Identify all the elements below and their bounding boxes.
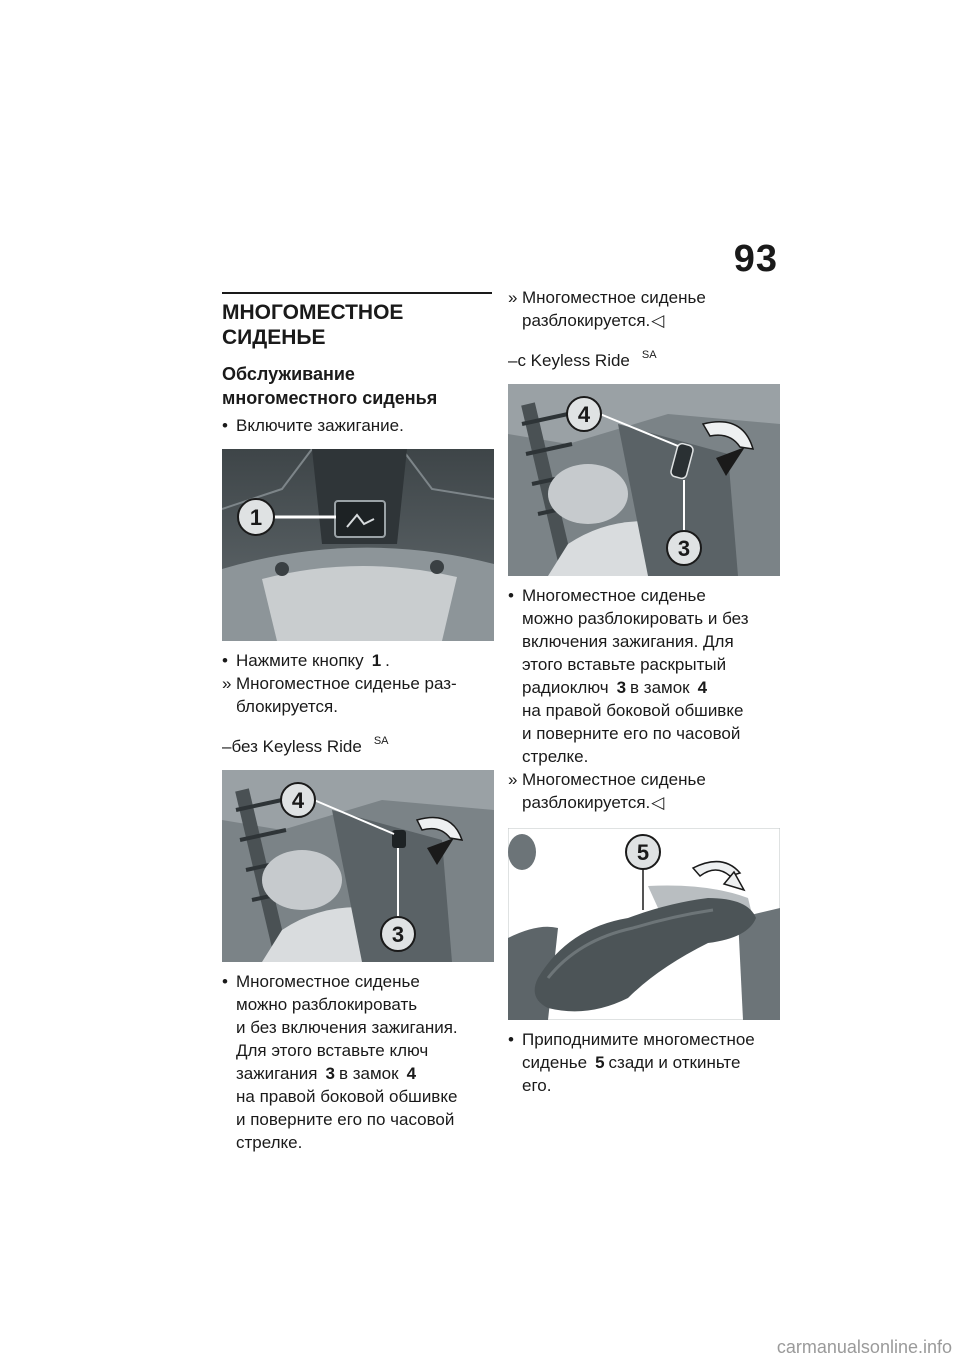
step-press-period: . <box>385 651 390 670</box>
result-2-line-1: Многоместное сиденье <box>522 288 706 307</box>
figure-seat-lock-key <box>222 770 494 962</box>
step-key-line-8: стрелке. <box>236 1133 303 1152</box>
step-ignition-text: Включите зажигание. <box>236 416 404 435</box>
result-2-line-2-text: разблокируется. <box>522 311 651 330</box>
step-key-line-6: на правой боковой обшивке <box>236 1087 458 1106</box>
step-unlock-with-key <box>222 970 494 1154</box>
result-1-line-2: блокируется. <box>236 697 338 716</box>
figure-label-3: 3 <box>677 536 691 561</box>
result-3-line-2 <box>522 791 780 814</box>
figure-seat-button <box>222 449 494 641</box>
step-remote-line-6: на правой боковой обшивке <box>522 701 744 720</box>
watermark: carmanualsonline.info <box>776 1337 952 1357</box>
ref-number-4: 4 <box>406 1064 417 1083</box>
subsection-title <box>222 362 494 410</box>
step-key-line-3: и без включения зажигания. <box>236 1018 458 1037</box>
step-remote-line-5 <box>522 676 780 699</box>
step-key-line-5-lock: в замок <box>338 1064 399 1083</box>
bullet-icon <box>508 584 514 607</box>
figure-label-5: 5 <box>636 840 650 865</box>
bullet-icon <box>222 414 228 437</box>
step-remote-line-7: и поверните его по часовой <box>522 724 741 743</box>
result-2-line-2 <box>522 309 780 332</box>
section-title-line-2: СИДЕНЬЕ <box>222 326 326 349</box>
section-title <box>222 300 494 350</box>
step-press-button <box>222 649 494 672</box>
step-key-line-5 <box>236 1062 494 1085</box>
step-lift-line-2 <box>522 1051 780 1074</box>
result-3-line-2-text: разблокируется. <box>522 793 651 812</box>
end-marker-icon: ◁ <box>651 793 665 812</box>
step-key-line-4: Для этого вставьте ключ <box>236 1041 429 1060</box>
ref-number-4: 4 <box>697 678 708 697</box>
result-icon <box>222 672 231 695</box>
step-remote-line-8: стрелке. <box>522 747 589 766</box>
step-remote-line-1: Многоместное сиденье <box>522 586 706 605</box>
step-key-line-2: можно разблокировать <box>236 995 418 1014</box>
figure-label-4: 4 <box>577 402 591 427</box>
result-unlocked-3 <box>508 768 780 814</box>
step-lift-line-3: его. <box>522 1076 552 1095</box>
step-remote-line-4: этого вставьте раскрытый <box>522 655 727 674</box>
ref-number-5: 5 <box>595 1053 605 1072</box>
page-number: 93 <box>733 238 778 280</box>
step-lift-line-1: Приподнимите многоместное <box>522 1030 755 1049</box>
step-unlock-with-radio-key <box>508 584 780 768</box>
step-remote-line-3: включения зажигания. Для <box>522 632 734 651</box>
step-remote-line-5-text: радиоключ <box>522 678 609 697</box>
end-marker-icon: ◁ <box>651 311 665 330</box>
condition-without-keyless <box>222 730 494 758</box>
figure-label-4: 4 <box>291 788 305 813</box>
result-unlocked-1 <box>222 672 494 718</box>
figure-label-1: 1 <box>249 505 263 530</box>
step-lift-line-2-tail: сзади и откиньте <box>608 1053 741 1072</box>
result-icon <box>508 286 517 309</box>
condition-without-text: –без Keyless Ride <box>222 737 362 756</box>
step-ignition <box>222 414 494 437</box>
bullet-icon <box>222 649 228 672</box>
section-title-line-1: МНОГОМЕСТНОЕ <box>222 301 404 324</box>
subsection-title-line-2: многоместного сиденья <box>222 388 438 408</box>
ref-number-3: 3 <box>616 678 627 697</box>
step-press-text: Нажмите кнопку <box>236 651 364 670</box>
left-column <box>222 292 494 1154</box>
figure-seat-lift <box>508 828 780 1020</box>
step-key-line-1: Многоместное сиденье <box>236 972 420 991</box>
right-column <box>508 286 780 1097</box>
ref-number-3: 3 <box>325 1064 335 1083</box>
result-1-line-1: Многоместное сиденье раз- <box>236 674 457 693</box>
option-badge: SA <box>641 349 657 361</box>
step-key-line-5-text: зажигания <box>236 1064 318 1083</box>
step-key-line-7: и поверните его по часовой <box>236 1110 455 1129</box>
option-badge: SA <box>373 735 389 747</box>
condition-with-text: –с Keyless Ride <box>508 351 630 370</box>
ref-number-1: 1 <box>371 651 382 670</box>
figure-seat-lock-radio-key <box>508 384 780 576</box>
subsection-title-line-1: Обслуживание <box>222 364 355 384</box>
section-rule <box>222 292 492 294</box>
result-icon <box>508 768 517 791</box>
step-lift-seat <box>508 1028 780 1097</box>
result-unlocked-2 <box>508 286 780 332</box>
bullet-icon <box>222 970 228 993</box>
bullet-icon <box>508 1028 514 1051</box>
step-lift-line-2-text: сиденье <box>522 1053 588 1072</box>
step-remote-line-2: можно разблокировать и без <box>522 609 749 628</box>
result-3-line-1: Многоместное сиденье <box>522 770 706 789</box>
condition-with-keyless <box>508 344 780 372</box>
step-remote-line-5-lock: в замок <box>630 678 690 697</box>
figure-label-3: 3 <box>391 922 405 947</box>
